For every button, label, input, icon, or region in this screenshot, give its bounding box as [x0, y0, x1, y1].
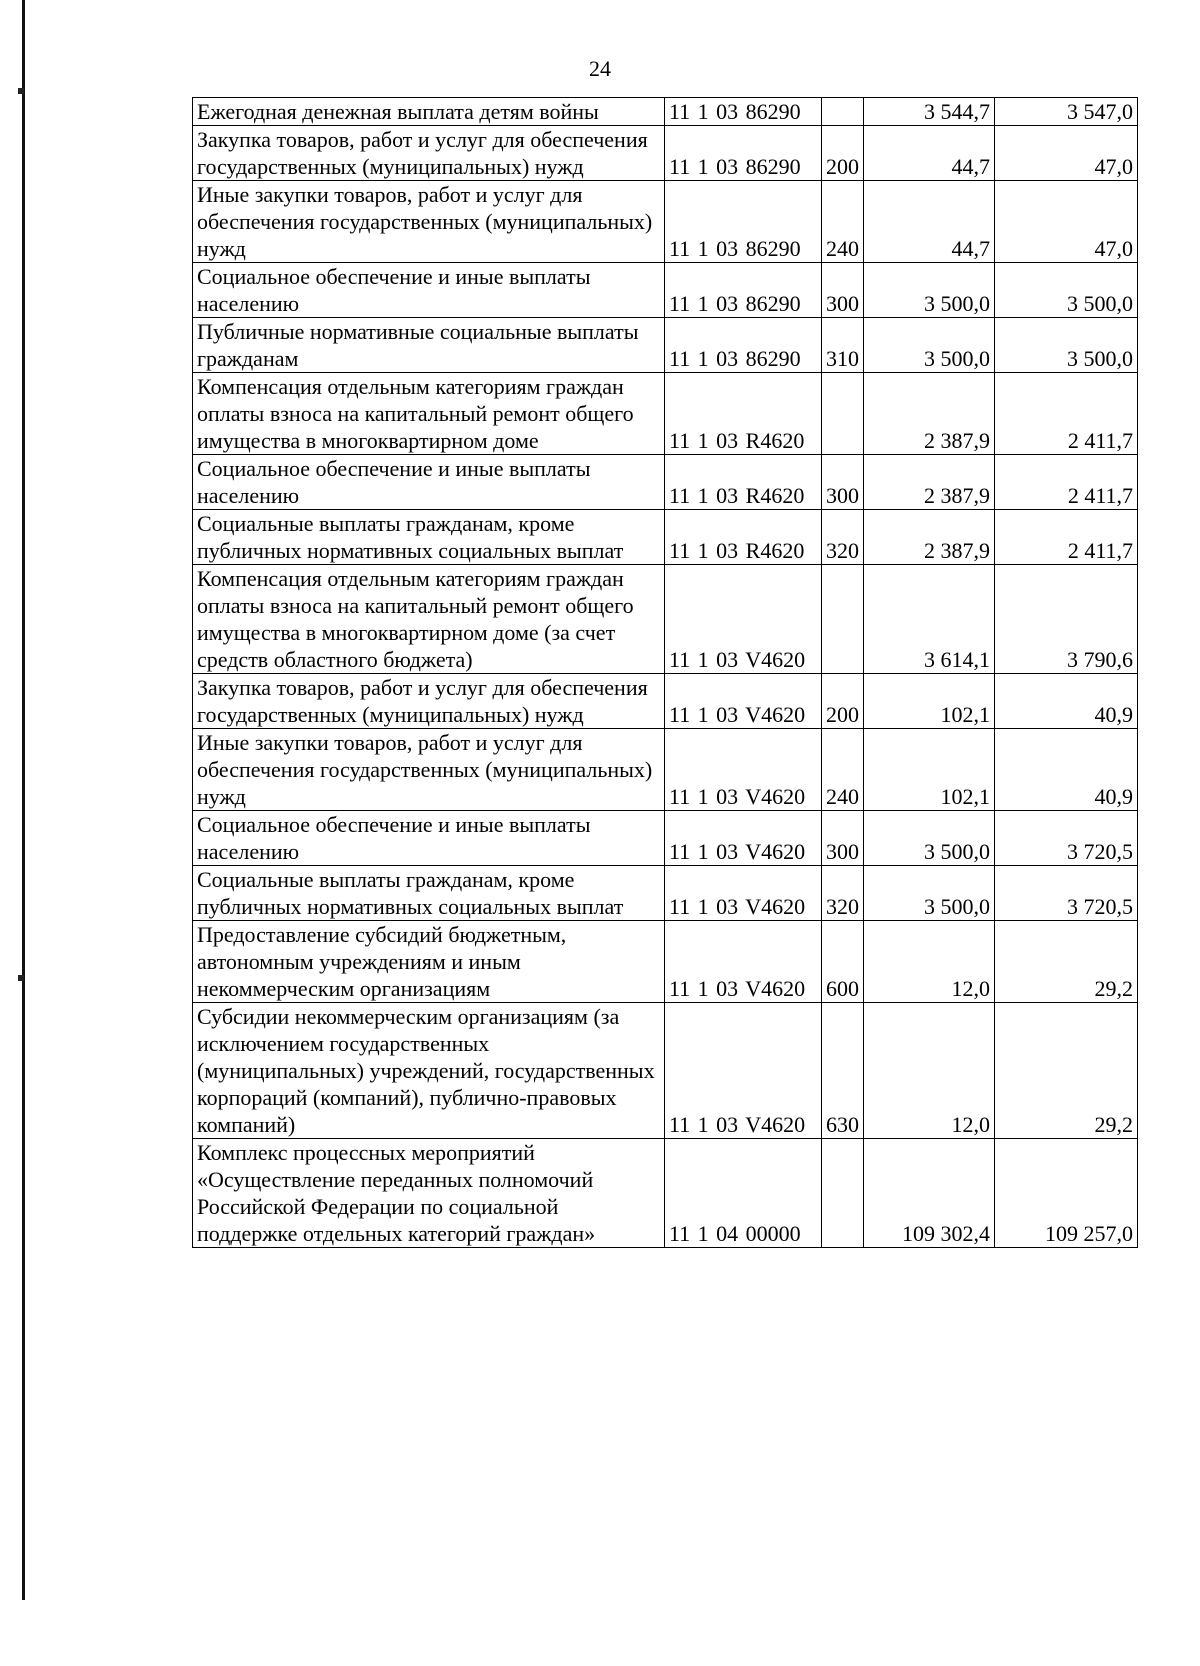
row-name: Компенсация отдельным категориям граждан оплаты взноса на капитальный ремонт общего имущества в многоквартирном доме	[193, 373, 665, 455]
table-row	[193, 674, 1138, 729]
row-code: 11 1 03 V4620	[665, 565, 822, 674]
row-expense-kind: 320	[822, 866, 864, 921]
row-amount-year1: 12,0	[864, 1003, 995, 1139]
row-amount-year1: 3 500,0	[864, 811, 995, 866]
table-row	[193, 510, 1138, 565]
row-name: Субсидии некоммерческим организациям (за исключением государственных (муниципальных) учреждений, государственных корпораций (компаний), публично-правовых компаний)	[193, 1003, 665, 1139]
row-code: 11 1 03 86290	[665, 126, 822, 181]
row-expense-kind: 200	[822, 674, 864, 729]
row-expense-kind: 320	[822, 510, 864, 565]
row-amount-year1: 2 387,9	[864, 373, 995, 455]
row-name: Предоставление субсидий бюджетным, автономным учреждениям и иным некоммерческим организациям	[193, 921, 665, 1003]
budget-table-body	[193, 98, 1138, 1248]
row-code: 11 1 03 R4620	[665, 455, 822, 510]
row-expense-kind: 300	[822, 455, 864, 510]
row-name: Закупка товаров, работ и услуг для обеспечения государственных (муниципальных) нужд	[193, 674, 665, 729]
row-code: 11 1 03 V4620	[665, 1003, 822, 1139]
row-amount-year1: 102,1	[864, 674, 995, 729]
row-expense-kind	[822, 565, 864, 674]
row-code: 11 1 03 86290	[665, 181, 822, 263]
page-number: 24	[589, 56, 611, 81]
table-row	[193, 373, 1138, 455]
row-name: Социальное обеспечение и иные выплаты населению	[193, 811, 665, 866]
row-name: Социальные выплаты гражданам, кроме публичных нормативных социальных выплат	[193, 866, 665, 921]
row-name: Ежегодная денежная выплата детям войны	[193, 98, 665, 126]
table-row	[193, 455, 1138, 510]
row-name: Социальное обеспечение и иные выплаты населению	[193, 455, 665, 510]
row-amount-year2: 3 720,5	[995, 811, 1138, 866]
row-amount-year2: 47,0	[995, 181, 1138, 263]
table-row	[193, 921, 1138, 1003]
row-amount-year2: 109 257,0	[995, 1139, 1138, 1248]
scan-edge-mark	[18, 88, 24, 94]
row-name: Иные закупки товаров, работ и услуг для обеспечения государственных (муниципальных) нужд	[193, 729, 665, 811]
row-code: 11 1 03 86290	[665, 98, 822, 126]
row-amount-year2: 3 500,0	[995, 318, 1138, 373]
row-code: 11 1 03 R4620	[665, 510, 822, 565]
row-code: 11 1 03 86290	[665, 263, 822, 318]
row-expense-kind: 300	[822, 263, 864, 318]
row-name: Комплекс процессных мероприятий «Осуществление переданных полномочий Российской Федерации по социальной поддержке отдельных категорий граждан»	[193, 1139, 665, 1248]
row-amount-year1: 12,0	[864, 921, 995, 1003]
row-amount-year1: 2 387,9	[864, 510, 995, 565]
row-name: Публичные нормативные социальные выплаты гражданам	[193, 318, 665, 373]
row-code: 11 1 03 V4620	[665, 674, 822, 729]
table-row	[193, 126, 1138, 181]
row-amount-year2: 29,2	[995, 921, 1138, 1003]
row-amount-year2: 29,2	[995, 1003, 1138, 1139]
row-code: 11 1 03 V4620	[665, 729, 822, 811]
table-row	[193, 318, 1138, 373]
table-row	[193, 565, 1138, 674]
table-row	[193, 866, 1138, 921]
row-code: 11 1 03 R4620	[665, 373, 822, 455]
row-amount-year1: 3 614,1	[864, 565, 995, 674]
row-amount-year2: 2 411,7	[995, 510, 1138, 565]
row-amount-year1: 3 500,0	[864, 263, 995, 318]
row-amount-year1: 3 500,0	[864, 318, 995, 373]
row-amount-year2: 3 790,6	[995, 565, 1138, 674]
scan-edge	[22, 0, 25, 1600]
row-amount-year2: 40,9	[995, 729, 1138, 811]
row-amount-year1: 3 500,0	[864, 866, 995, 921]
row-expense-kind	[822, 98, 864, 126]
row-name: Компенсация отдельным категориям граждан оплаты взноса на капитальный ремонт общего имущества в многоквартирном доме (за счет средств областного бюджета)	[193, 565, 665, 674]
budget-table	[192, 97, 1138, 1248]
table-row	[193, 729, 1138, 811]
row-amount-year1: 102,1	[864, 729, 995, 811]
table-row	[193, 811, 1138, 866]
row-name: Социальное обеспечение и иные выплаты населению	[193, 263, 665, 318]
row-expense-kind: 630	[822, 1003, 864, 1139]
row-amount-year1: 44,7	[864, 126, 995, 181]
table-row	[193, 181, 1138, 263]
row-code: 11 1 03 V4620	[665, 811, 822, 866]
row-expense-kind	[822, 373, 864, 455]
row-expense-kind: 240	[822, 729, 864, 811]
row-amount-year2: 3 547,0	[995, 98, 1138, 126]
row-amount-year2: 40,9	[995, 674, 1138, 729]
row-code: 11 1 03 V4620	[665, 921, 822, 1003]
row-expense-kind: 300	[822, 811, 864, 866]
row-expense-kind: 200	[822, 126, 864, 181]
table-row	[193, 263, 1138, 318]
row-expense-kind: 240	[822, 181, 864, 263]
row-code: 11 1 04 00000	[665, 1139, 822, 1248]
table-row	[193, 1139, 1138, 1248]
table-row	[193, 1003, 1138, 1139]
row-code: 11 1 03 V4620	[665, 866, 822, 921]
row-name: Иные закупки товаров, работ и услуг для обеспечения государственных (муниципальных) нужд	[193, 181, 665, 263]
row-amount-year2: 3 720,5	[995, 866, 1138, 921]
row-amount-year1: 44,7	[864, 181, 995, 263]
row-expense-kind: 600	[822, 921, 864, 1003]
row-expense-kind: 310	[822, 318, 864, 373]
row-name: Социальные выплаты гражданам, кроме публичных нормативных социальных выплат	[193, 510, 665, 565]
row-name: Закупка товаров, работ и услуг для обеспечения государственных (муниципальных) нужд	[193, 126, 665, 181]
row-amount-year1: 2 387,9	[864, 455, 995, 510]
scan-edge-mark	[18, 975, 24, 981]
row-amount-year2: 47,0	[995, 126, 1138, 181]
row-amount-year1: 3 544,7	[864, 98, 995, 126]
row-amount-year2: 2 411,7	[995, 455, 1138, 510]
row-code: 11 1 03 86290	[665, 318, 822, 373]
table-row	[193, 98, 1138, 126]
row-amount-year1: 109 302,4	[864, 1139, 995, 1248]
row-amount-year2: 2 411,7	[995, 373, 1138, 455]
row-expense-kind	[822, 1139, 864, 1248]
row-amount-year2: 3 500,0	[995, 263, 1138, 318]
